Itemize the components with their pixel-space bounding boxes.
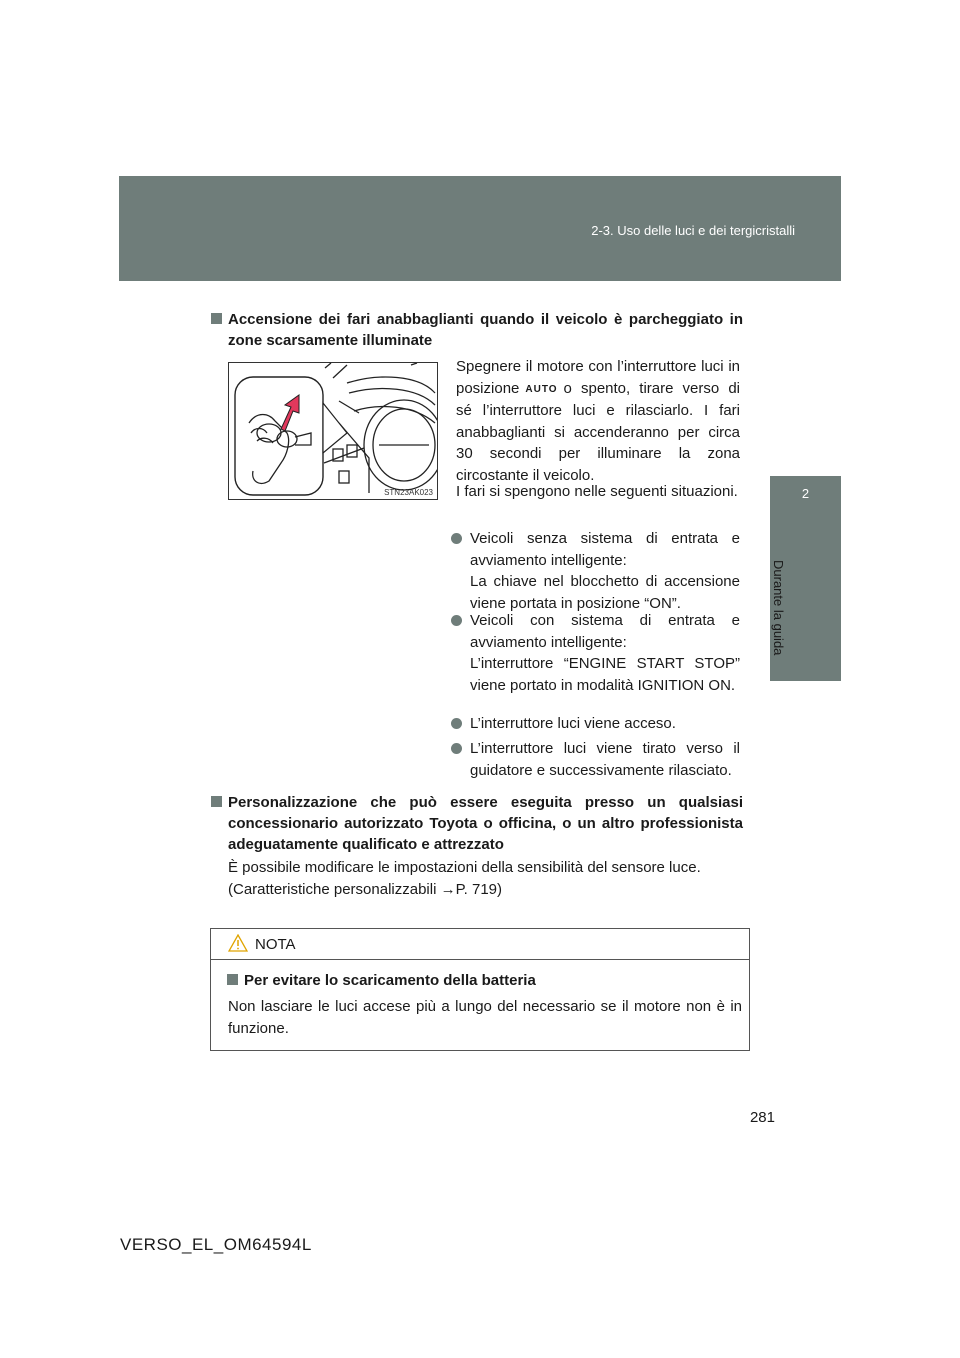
page-number: 281 [749,1109,775,1126]
bullet-item-2: Veicoli con sistema di entrata e avviamento intelligente: L’interruttore “ENGINE START STOP” viene portato in modalità IGNITION ON. [470,610,740,696]
note-heading: Per evitare lo scaricamento della batteria [228,970,738,991]
bullet-item-3: L’interruttore luci viene acceso. [470,713,740,735]
bullet-dot-icon [451,615,462,626]
illustration-code: STN23AK023 [384,488,433,497]
section-title: 2-3. Uso delle luci e dei tergicristalli [591,223,795,238]
section1-intro: Spegnere il motore con l’interruttore luci in posizione AUTO o spento, tirare verso di sé l’interruttore luci e rilasciarlo. I fari anabbaglianti si accenderanno per circa 30 secondi per illuminare la zona circostante il veicolo. [456,358,740,484]
section2-body: È possibile modificare le impostazioni della sensibilità del sensore luce. (Caratteristiche personalizzabili →P. 719) [228,859,701,898]
section-header-band [119,176,841,281]
warning-triangle-icon [228,934,248,952]
note-body: Non lasciare le luci accese più a lungo del necessario se il motore non è in funzione. [228,998,742,1037]
auto-icon: AUTO [525,383,558,395]
bullet-item-4: L’interruttore luci viene tirato verso il guidatore e successivamente rilasciato. [470,738,740,781]
bullet-item-1: Veicoli senza sistema di entrata e avviamento intelligente: La chiave nel blocchetto di accensione viene portata in posizione “ON”. [470,528,740,614]
steering-column-drawing [229,363,437,499]
bullet-dot-icon [451,718,462,729]
note-title: NOTA [255,936,296,953]
heading-square-icon [211,796,222,807]
section1-off-intro: I fari si spengono nelle seguenti situazioni. [456,483,738,500]
chapter-number: 2 [801,486,810,501]
heading-square-icon [211,313,222,324]
note-box [210,928,750,1051]
chapter-label: Durante la guida [771,560,786,656]
heading-square-icon [227,974,238,985]
bullet-dot-icon [451,743,462,754]
section1-heading: Accensione dei fari anabbaglianti quando il veicolo è parcheggiato in zone scarsamente illuminate [228,309,743,351]
bullet-dot-icon [451,533,462,544]
document-code: VERSO_EL_OM64594L [120,1235,312,1254]
note-header [211,929,749,960]
light-switch-illustration [228,362,438,500]
section2-heading: Personalizzazione che può essere eseguita presso un qualsiasi concessionario autorizzato Toyota o officina, o un altro professionista adeguatamente qualificato e attrezzato [228,792,743,855]
